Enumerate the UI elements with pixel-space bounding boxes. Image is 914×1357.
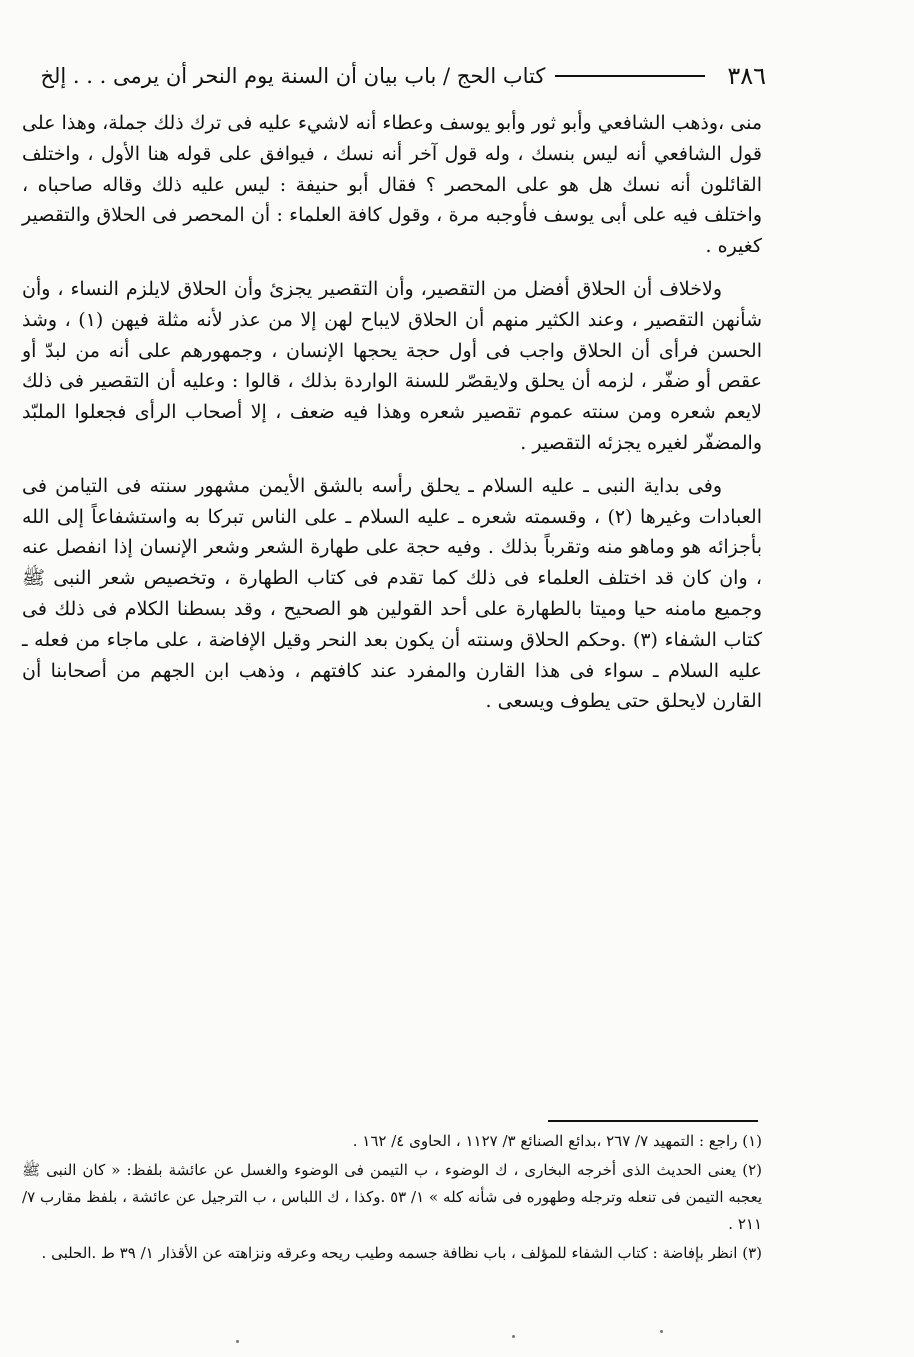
paragraph: ولاخلاف أن الحلاق أفضل من التقصير، وأن التقصير يجزئ وأن الحلاق لايلزم النساء ، وأن شأنهن التقصير ، وعند الكثير منهم أن الحلاق لايباح لهن إلا من عذر لأنه مثلة فيهن (١) ، وشذ الحسن فرأى أن الحلاق واجب فى أول حجة يحجها الإنسان ، وجمهورهم على أنه من لبدّ أو عقص أو ضفّر ، لزمه أن يحلق ولايقصّر للسنة الواردة بذلك ، قالوا : وعليه أن التقصير فى ذلك لايعم شعره ومن سنته عموم تقصير شعره وهذا فيه ضعف ، إلا أصحاب الرأى فجعلوا الملبّد والمضفّر لغيره يجزئه التقصير . [22, 277, 762, 454]
scan-speck [236, 1340, 239, 1343]
running-title: كتاب الحج / باب بيان أن السنة يوم النحر أن يرمى . . . إلخ [40, 64, 546, 88]
page-number: ٣٨٦ [727, 62, 766, 90]
footnote: (١) راجع : التمهيد ٧/ ٢٦٧ ،بدائع الصنائع ٣/ ١١٢٧ ، الحاوى ٤/ ١٦٢ . [352, 1132, 762, 1150]
footnote: (٢) يعنى الحديث الذى أخرجه البخارى ، ك الوضوء ، ب التيمن فى الوضوء والغسل عن عائشة بلفظ: « كان النبى ﷺ يعجبه التيمن فى تنعله وترجله وطهوره فى شأنه كله » ١/ ٥٣ .وكذا ، ك اللباس ، ب الترجيل عن عائشة ، بلفظ مقارب ٧/ ٢١١ . [22, 1161, 763, 1233]
footnote: (٣) انظر بإفاضة : كتاب الشفاء للمؤلف ، باب نظافة جسمه وطيب ريحه وعرقه ونزاهته عن الأقذار ١/ ٣٩ ط .الحلبى . [41, 1244, 762, 1262]
page-header [28, 56, 766, 96]
paragraph: وفى بداية النبى ـ عليه السلام ـ يحلق رأسه بالشق الأيمن مشهور سنته فى التيامن فى العبادات وغيرها (٢) ، وقسمته شعره ـ عليه السلام ـ على الناس تبركا به واستشفاعاً إلى الله بأجزائه هو وماهو منه وتقرباً بذلك . وفيه حجة على طهارة الشعر وشعر الإنسان إذا انفصل عنه ، وان كان قد اختلف العلماء فى ذلك كما تقدم فى كتاب الطهارة ، وتخصيص شعر النبى ﷺ وجميع مامنه حيا وميتا بالطهارة على أحد القولين هو الصحيح ، وقد بسطنا الكلام فى ذلك فى كتاب الشفاء (٣) .وحكم الحلاق وسنته أن يكون بعد النحر وقيل الإفاضة ، على ماجاء من فعله ـ عليه السلام ـ سواء فى هذا القارن والمفرد عند كافتهم ، وذهب ابن الجهم من أصحابنا أن القارن لايحلق حتى يطوف ويسعى . [22, 474, 762, 713]
header-rule [555, 75, 705, 77]
footnotes [22, 1128, 762, 1269]
paragraph: منى ،وذهب الشافعي وأبو ثور وأبو يوسف وعطاء أنه لاشيء عليه فى ترك ذلك جملة، وهذا على قول الشافعي أنه ليس بنسك ، وله قول آخر أنه نسك ، فيوافق على قوله هنا الأول ، واختلف القائلون أنه نسك هل هو على المحصر ؟ فقال أبو حنيفة : ليس عليه ذلك وقاله صاحباه ، واختلف فيه على أبى يوسف فأوجبه مرة ، وقول كافة العلماء : أن المحصر فى الحلاق والتقصير كغيره . [22, 112, 762, 258]
footnote-separator [548, 1120, 758, 1122]
scan-speck [660, 1330, 663, 1333]
main-text [22, 108, 762, 729]
scan-speck [512, 1335, 515, 1338]
